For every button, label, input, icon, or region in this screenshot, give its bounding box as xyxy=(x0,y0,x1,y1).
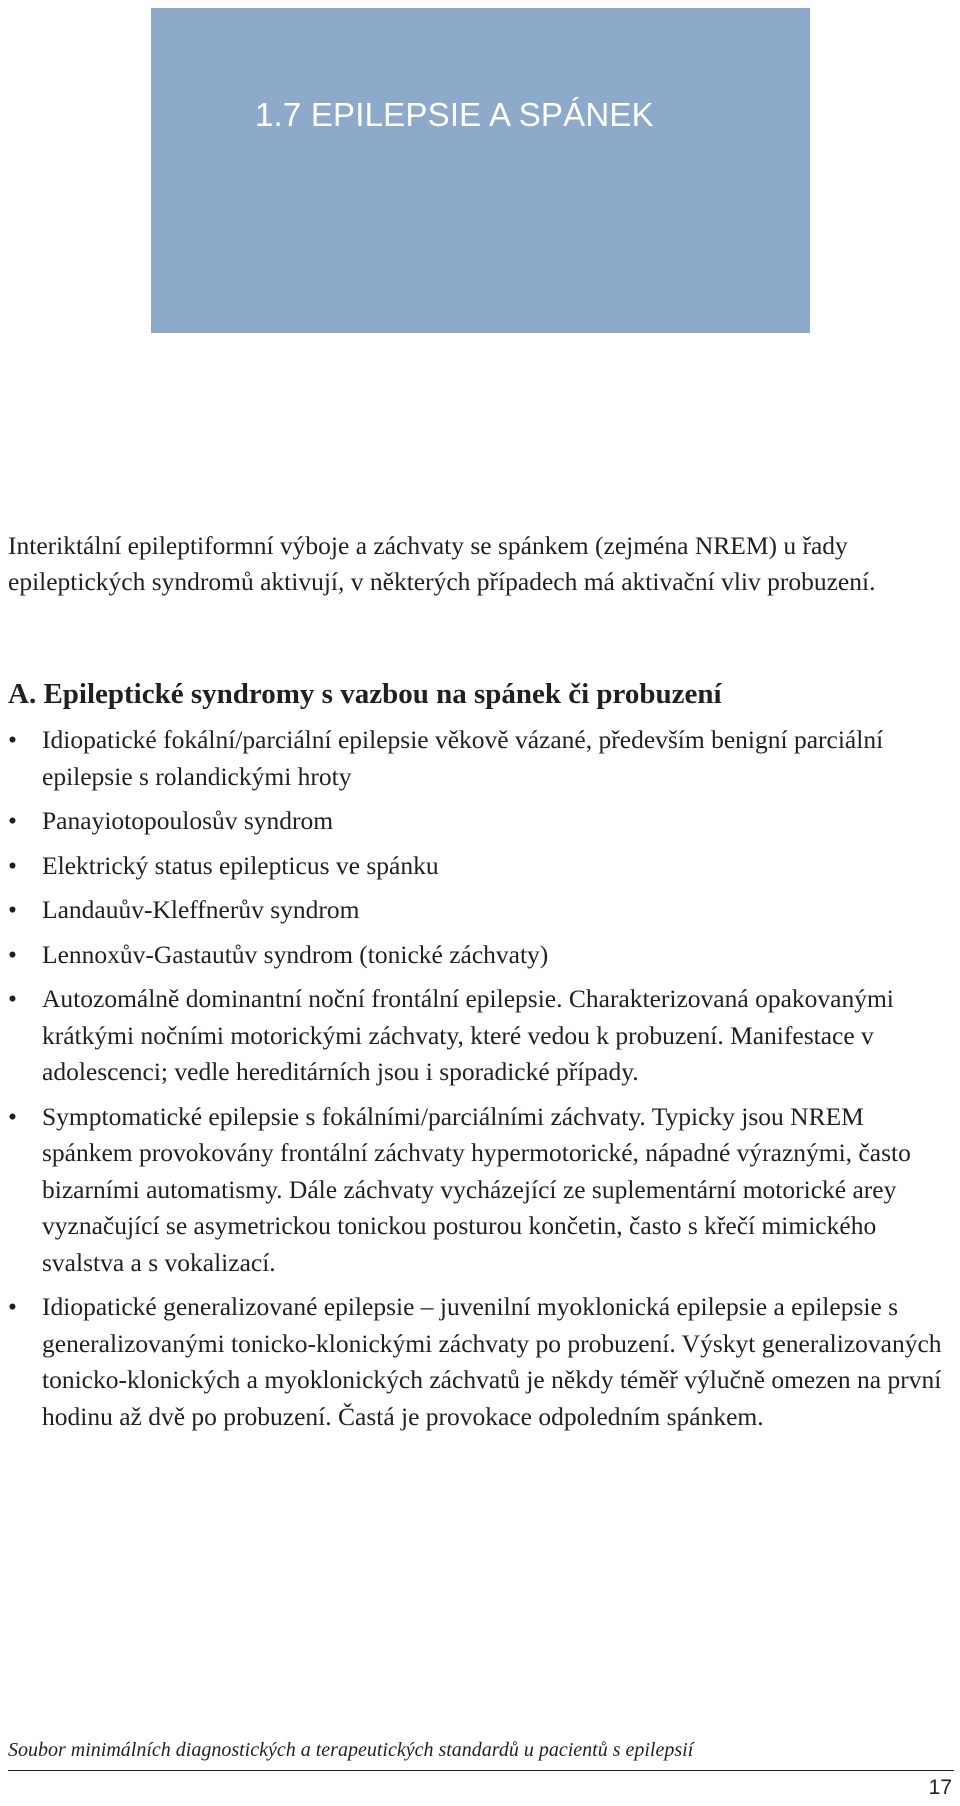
intro-paragraph: Interiktální epileptiformní výboje a záchvaty se spánkem (zejména NREM) u řady epileptických syndromů aktivují, v některých případech má aktivační vliv probuzení. xyxy=(8,531,876,596)
list-item-text: Idiopatické generalizované epilepsie – juvenilní myoklonická epilepsie a epilepsie s generalizovanými tonicko-klonickými záchvaty po probuzení. Výskyt generalizovaných tonicko-klonických a myoklonických záchvatů je někdy téměř výlučně omezen na první hodinu až dvě po probuzení. Častá je provokace odpoledním spánkem. xyxy=(42,1292,942,1431)
bullet-icon: • xyxy=(8,1292,17,1321)
list-item xyxy=(8,848,958,885)
list-item-text: Idiopatické fokální/parciální epilepsie věkově vázané, především benigní parciální epilepsie s rolandickými hroty xyxy=(42,725,884,791)
bullet-icon: • xyxy=(8,984,17,1013)
list-item xyxy=(8,1099,958,1282)
list-item-text: Lennoxův-Gastautův syndrom (tonické záchvaty) xyxy=(42,939,549,969)
section-heading: A. Epileptické syndromy s vazbou na spánek či probuzení xyxy=(8,678,722,710)
list-item-text: Autozomálně dominantní noční frontální epilepsie. Charakterizovaná opakovanými krátkými nočními motorickými záchvaty, které vedou k probuzení. Manifestace v adolescenci; vedle hereditárních jsou i sporadické případy. xyxy=(42,984,894,1086)
bullet-icon: • xyxy=(8,725,17,754)
list-item-text: Panayiotopoulosův syndrom xyxy=(42,806,334,835)
bullet-icon: • xyxy=(8,939,17,969)
bullet-icon: • xyxy=(8,1101,17,1131)
bullet-icon: • xyxy=(8,895,17,924)
list-item-text: Elektrický status epilepticus ve spánku xyxy=(42,850,439,880)
list-item xyxy=(8,981,958,1091)
list-item xyxy=(8,803,958,840)
list-item-text: Landauův-Kleffnerův syndrom xyxy=(42,895,360,924)
list-item xyxy=(8,722,958,795)
chapter-title: 1.7 EPILEPSIE A SPÁNEK xyxy=(255,96,654,133)
bullet-icon: • xyxy=(8,806,17,835)
list-item-text: Symptomatické epilepsie s fokálními/parciálními záchvaty. Typicky jsou NREM spánkem provokovány frontální záchvaty hypermotorické, nápadné výraznými, často bizarními automatismy. Dále záchvaty vycházející ze suplementární motorické arey vyznačující se asymetrickou tonickou posturou končetin, často s křečí mimického svalstva a s vokalizací. xyxy=(42,1101,911,1277)
footer-title: Soubor minimálních diagnostických a terapeutických standardů u pacientů s epilepsií xyxy=(8,1739,694,1761)
page-number: 17 xyxy=(928,1776,952,1799)
list-item xyxy=(8,1289,958,1435)
chapter-header-box xyxy=(151,8,810,333)
list-item xyxy=(8,937,958,974)
syndrome-list xyxy=(8,722,958,1443)
footer-divider xyxy=(8,1770,954,1771)
list-item xyxy=(8,892,958,929)
bullet-icon: • xyxy=(8,850,17,880)
